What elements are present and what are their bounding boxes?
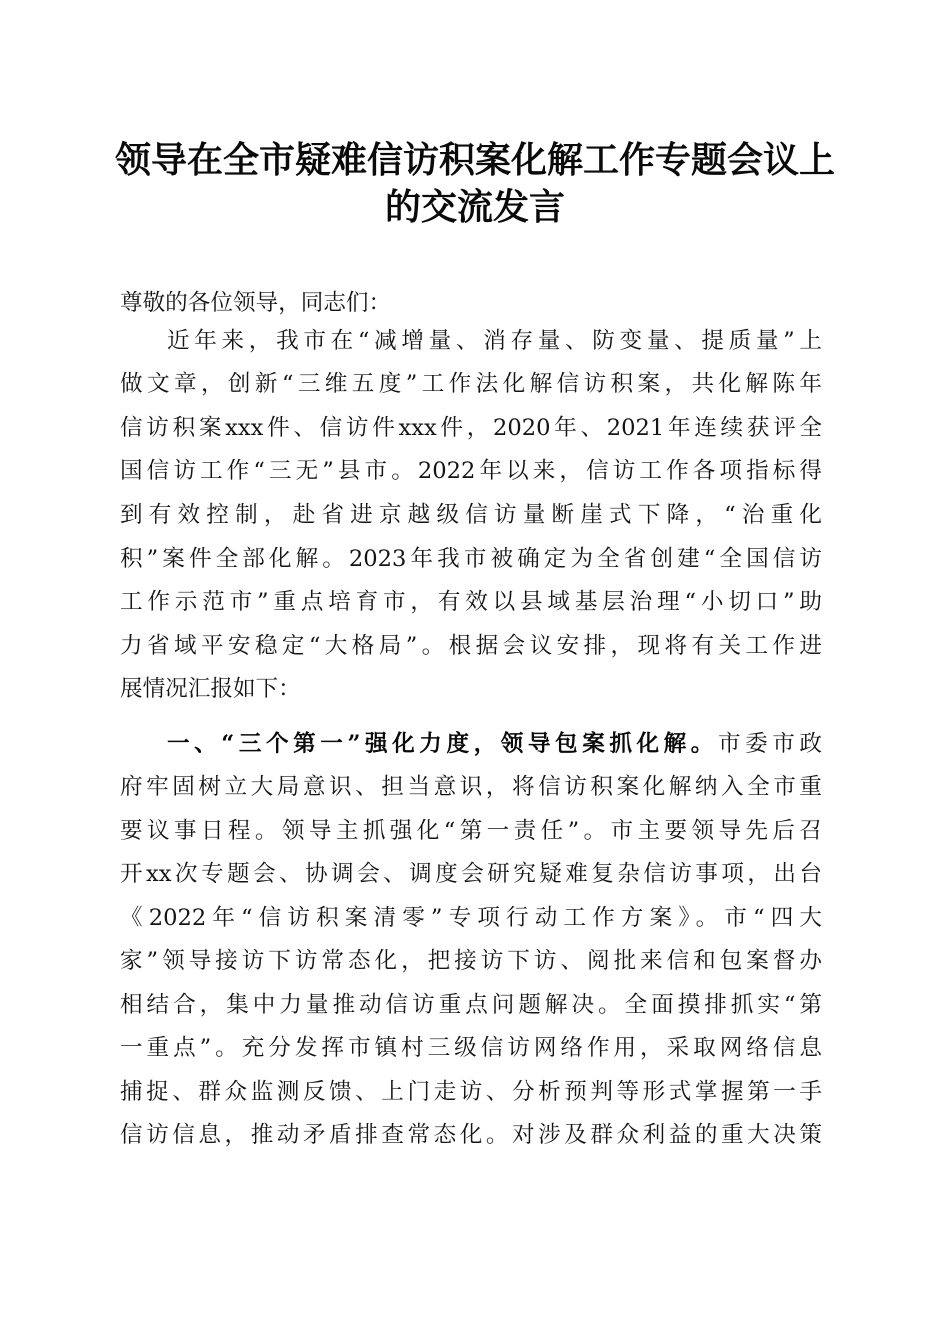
section1-line: 家”领导接访下访常态化，把接访下访、阅批来信和包案督办 bbox=[120, 948, 822, 974]
paragraph1-line: 国信访工作“三无”县市。2022年以来，信访工作各项指标得 bbox=[120, 458, 822, 484]
paragraph1-line: 信访积案xxx件、信访件xxx件，2020年、2021年连续获评全 bbox=[120, 415, 822, 441]
section1-line: 开xx次专题会、协调会、调度会研究疑难复杂信访事项，出台 bbox=[120, 861, 822, 887]
paragraph1-line: 近年来，我市在“减增量、消存量、防变量、提质量”上 bbox=[167, 328, 822, 354]
paragraph1-line: 展情况汇报如下： bbox=[120, 676, 301, 702]
paragraph1-line: 工作示范市”重点培育市，有效以县域基层治理“小切口”助 bbox=[120, 589, 822, 615]
section1-line: 相结合，集中力量推动信访重点问题解决。全面摸排抓实“第 bbox=[120, 992, 822, 1018]
section1-line: 《2022年“信访积案清零”专项行动工作方案》。市“四大 bbox=[120, 905, 822, 931]
section1-line: 捕捉、群众监测反馈、上门走访、分析预判等形式掌握第一手 bbox=[120, 1079, 822, 1105]
paragraph1-line: 力省域平安稳定“大格局”。根据会议安排，现将有关工作进 bbox=[120, 633, 822, 659]
section1-first-line bbox=[167, 723, 822, 766]
section1-line: 信访信息，推动矛盾排查常态化。对涉及群众利益的重大决策 bbox=[120, 1122, 822, 1148]
section1-line: 要议事日程。领导主抓强化“第一责任”。市主要领导先后召 bbox=[120, 818, 822, 844]
section1-first-line-text: 市委市政 bbox=[717, 731, 822, 757]
paragraph1-line: 做文章，创新“三维五度”工作法化解信访积案，共化解陈年 bbox=[120, 371, 822, 397]
salutation: 尊敬的各位领导，同志们： bbox=[120, 290, 392, 316]
document-title-line-2: 的交流发言 bbox=[384, 186, 565, 228]
document-title-line-1: 领导在全市疑难信访积案化解工作专题会议上 bbox=[114, 139, 835, 181]
paragraph1-line: 到有效控制，赴省进京越级信访量断崖式下降，“治重化 bbox=[120, 502, 822, 528]
section1-line: 府牢固树立大局意识、担当意识，将信访积案化解纳入全市重 bbox=[120, 774, 822, 800]
paragraph1-line: 积”案件全部化解。2023年我市被确定为全省创建“全国信访 bbox=[120, 546, 822, 572]
section1-heading: 一、“三个第一”强化力度，领导包案抓化解。 bbox=[167, 731, 718, 757]
section1-line: 一重点”。充分发挥市镇村三级信访网络作用，采取网络信息 bbox=[120, 1035, 822, 1061]
